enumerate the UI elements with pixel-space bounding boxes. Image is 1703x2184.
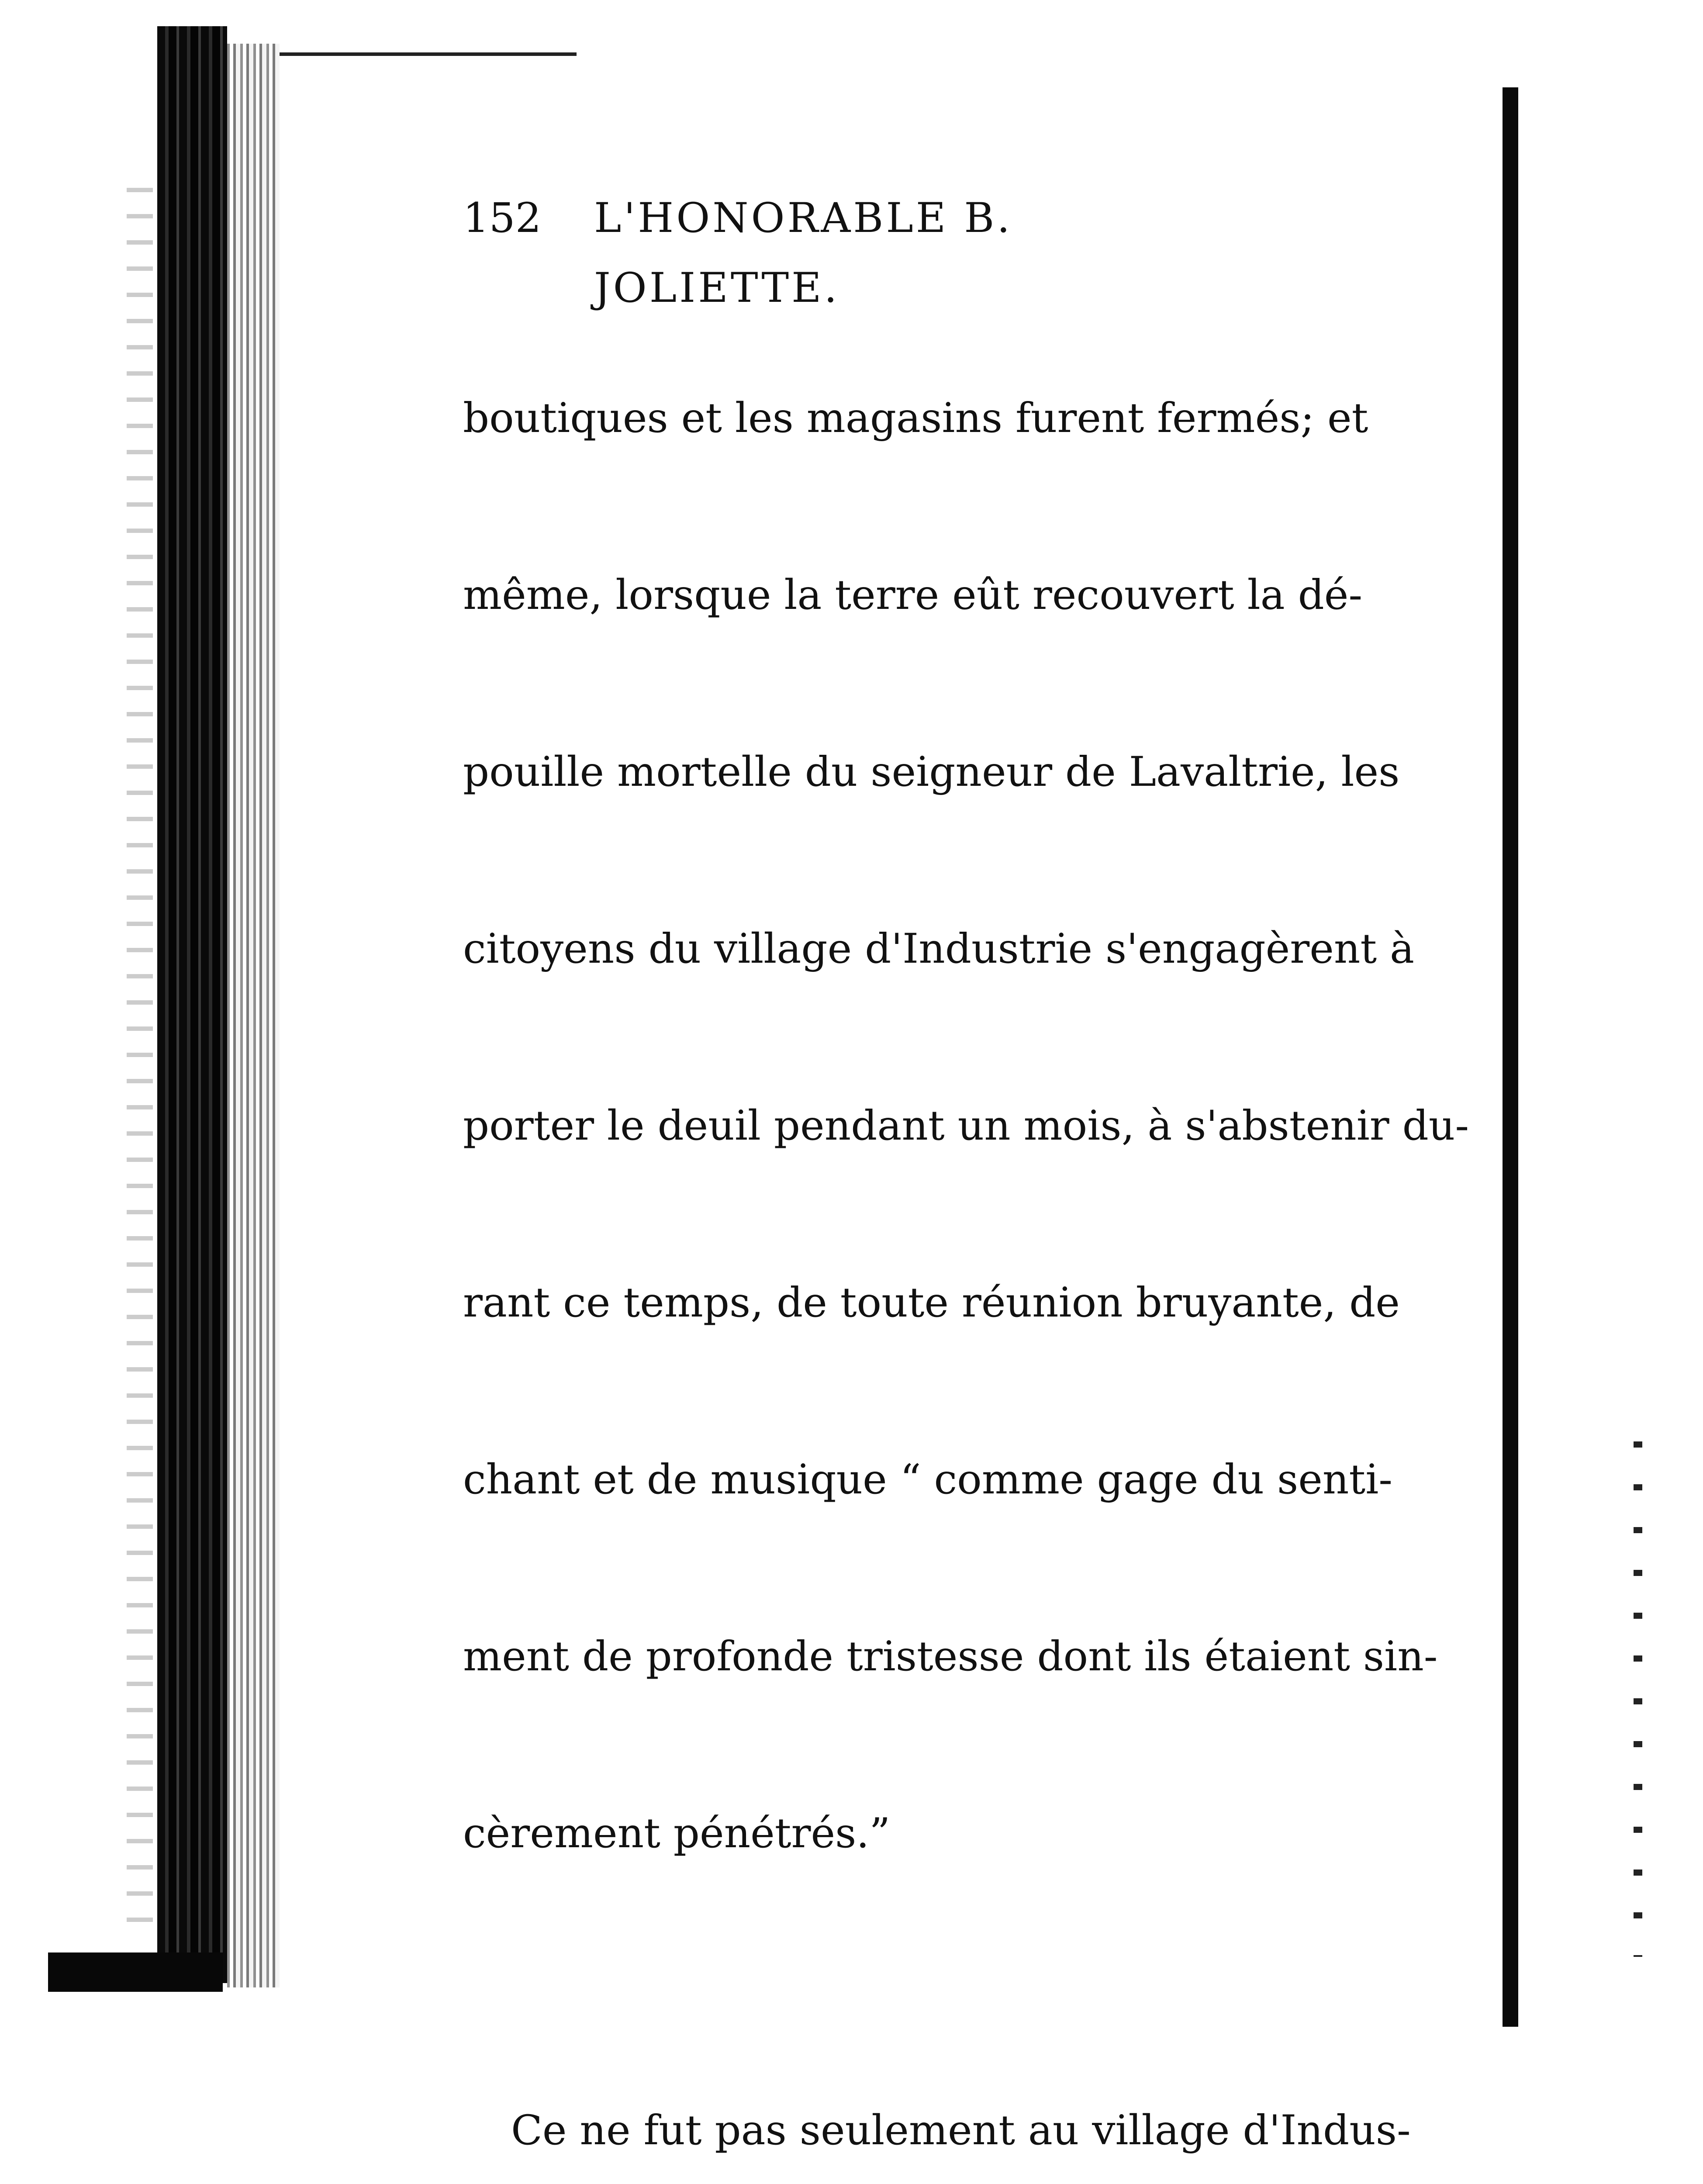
text-line: citoyens du village d'Industrie s'engagèrent à — [463, 925, 1415, 973]
running-title: L'HONORABLE B. JOLIETTE. — [594, 194, 1013, 312]
paragraph-1 — [463, 271, 1469, 1981]
body-text — [463, 271, 1469, 2184]
text-line: cèrement pénétrés.” — [463, 1810, 891, 1857]
text-line: Ce ne fut pas seulement au village d'Indus- — [511, 2107, 1411, 2154]
scan-shadow-faint — [127, 188, 153, 1935]
margin-specks — [1634, 1441, 1642, 1957]
paragraph-2 — [463, 1983, 1411, 2184]
text-line: boutiques et les magasins furent fermés; et — [463, 394, 1368, 442]
right-edge-bar — [1503, 87, 1518, 2027]
text-line: ment de profonde tristesse dont ils étaient sin- — [463, 1633, 1438, 1680]
scan-binding-shadow — [157, 26, 227, 1983]
scan-corner-shadow — [48, 1952, 223, 1992]
text-line: pouille mortelle du seigneur de Lavaltrie, les — [463, 748, 1400, 796]
scan-binding-noise — [227, 44, 280, 1987]
text-line: porter le deuil pendant un mois, à s'abstenir du- — [463, 1102, 1469, 1150]
page-number: 152 — [463, 194, 542, 242]
page-header — [463, 183, 1262, 312]
top-edge-line — [280, 52, 577, 56]
text-line: chant et de musique “ comme gage du senti- — [463, 1456, 1393, 1503]
text-line: rant ce temps, de toute réunion bruyante, de — [463, 1279, 1400, 1327]
text-line: même, lorsque la terre eût recouvert la dé- — [463, 571, 1363, 619]
